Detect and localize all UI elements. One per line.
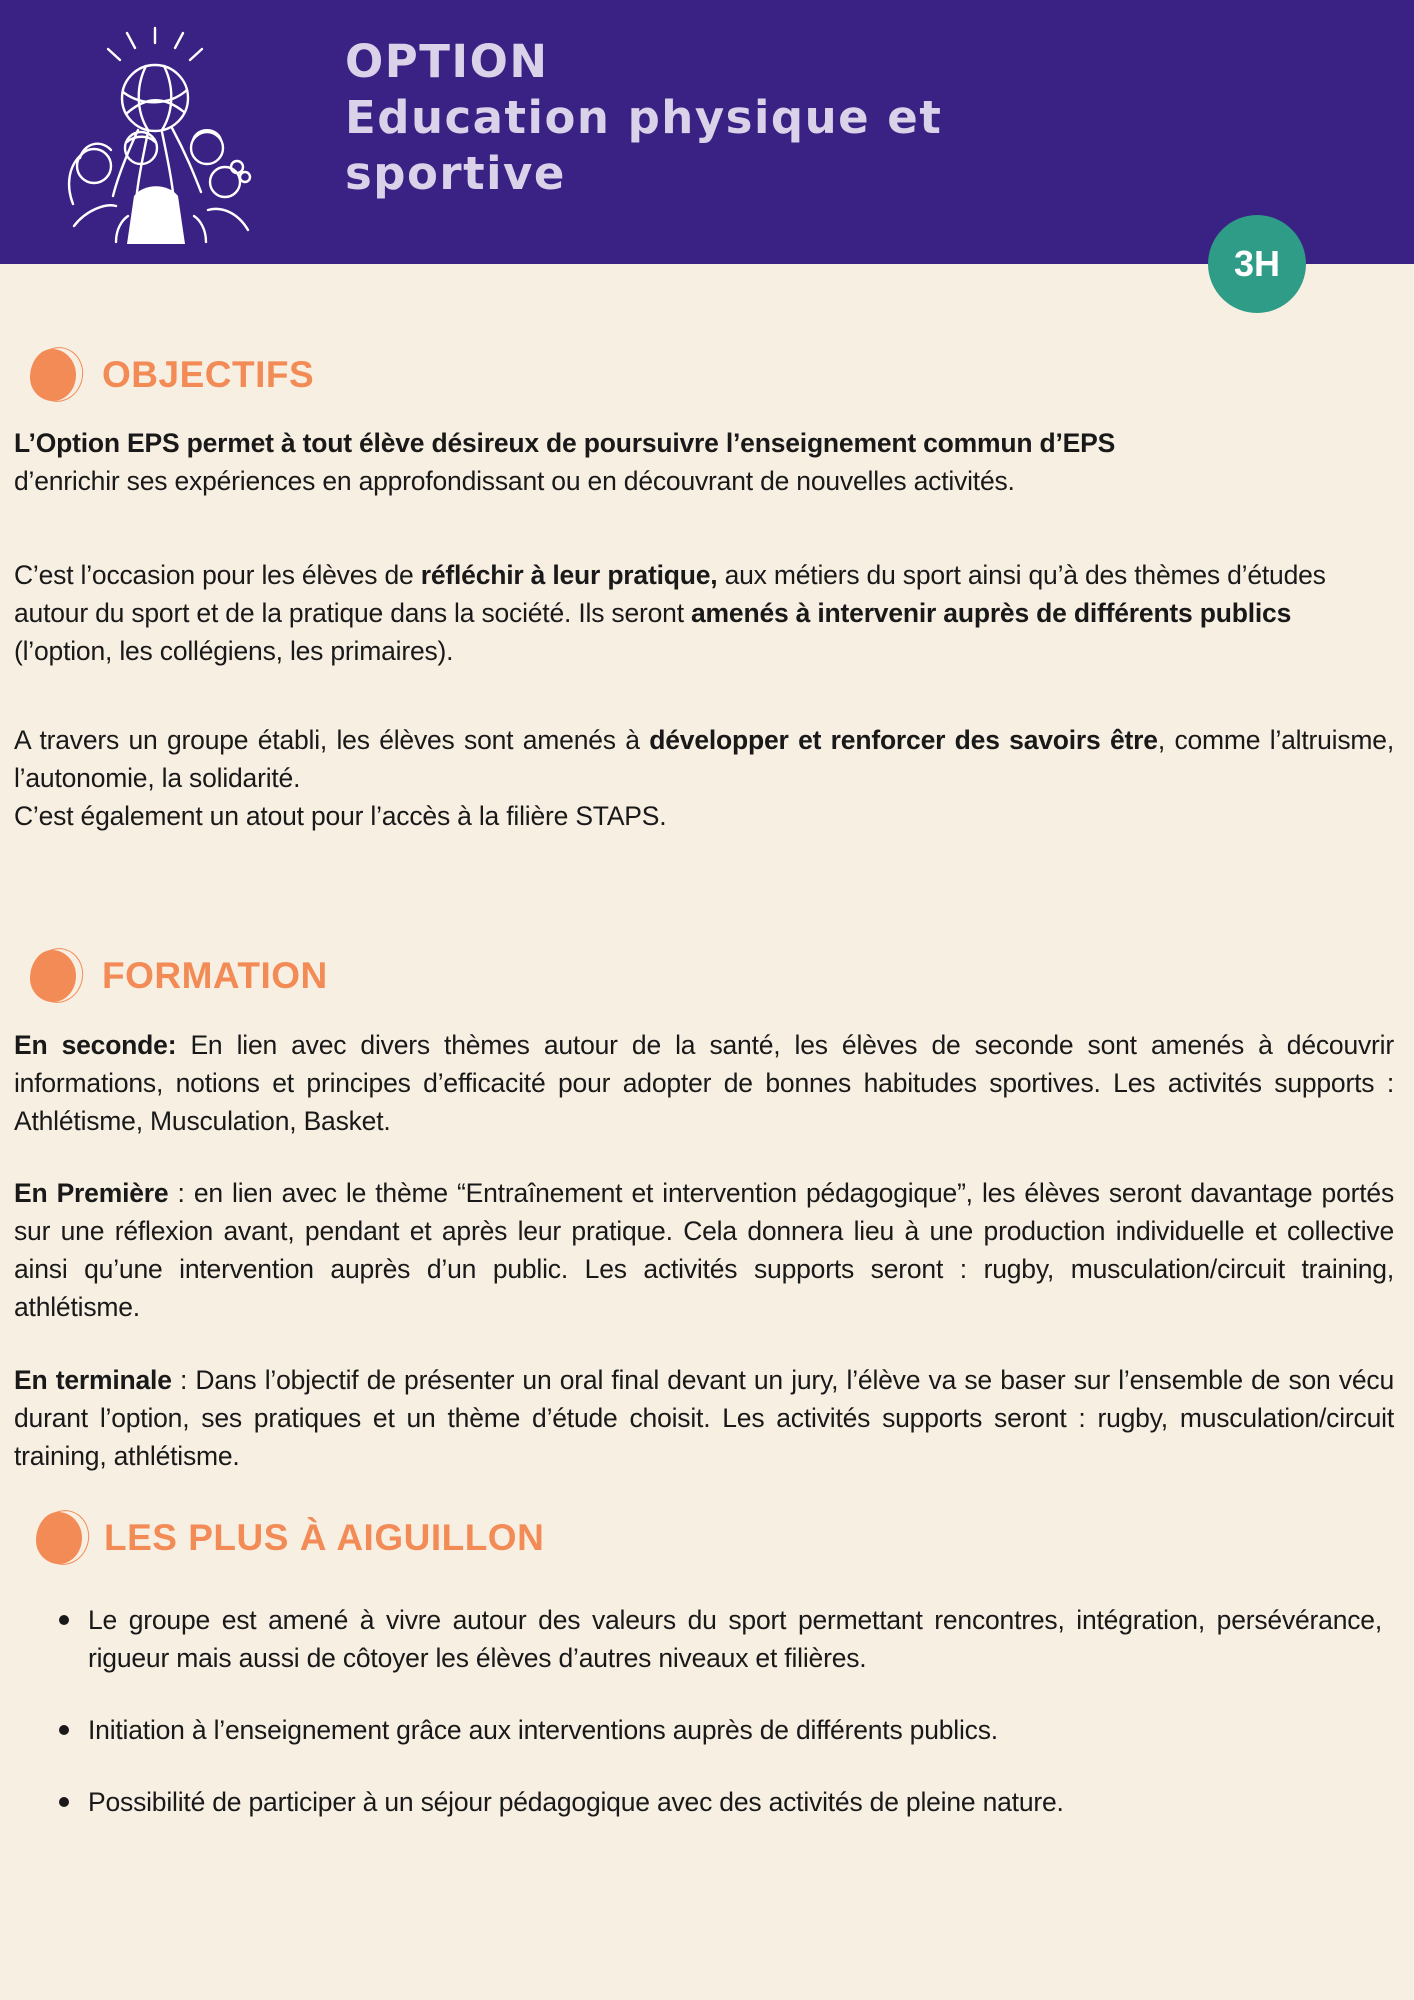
formation-p2-text: : en lien avec le thème “Entraînement et intervention pédagogique”, les élèves seront davantage portés sur une réflexion avant, pendant et après leur pratique. Cela donnera lieu à une production individuelle et collective ainsi qu’une intervention auprès d’un public. Les activités supports seront : rugby, musculation/circuit training, athlétisme. <box>14 1178 1395 1322</box>
bullet-text: Possibilité de participer à un séjour pédagogique avec des activités de pleine nature. <box>88 1787 1064 1817</box>
header-banner <box>0 0 1414 264</box>
objectifs-p1-bold: L’Option EPS permet à tout élève désireux de poursuivre l’enseignement commun d’EPS <box>14 428 1116 458</box>
objectifs-paragraph-2 <box>14 556 1394 670</box>
formation-p3-label: En terminale <box>14 1365 172 1395</box>
formation-p1-text: En lien avec divers thèmes autour de la santé, les élèves de seconde sont amenés à découvrir informations, notions et principes d’efficacité pour adopter de bonnes habitudes sportives. Les activités supports : Athlétisme, Musculation, Basket. <box>14 1030 1394 1136</box>
bullet-dot-icon <box>59 1797 69 1807</box>
plus-heading-label: LES PLUS À AIGUILLON <box>104 1517 545 1558</box>
bullet-dot-icon <box>59 1725 69 1735</box>
objectifs-p2-text-2: aux métiers du sport ainsi qu’à des thèmes d’études autour du sport et de la pratique dans la société. Ils seront <box>14 560 1326 628</box>
objectifs-p2-text-3: (l’option, les collégiens, les primaires). <box>14 636 454 666</box>
orange-blob-icon <box>36 1512 82 1564</box>
list-item <box>57 1783 1382 1821</box>
title-line-3: sportive <box>345 147 566 200</box>
objectifs-heading-label: OBJECTIFS <box>102 354 315 395</box>
objectifs-p2-bold-1: réfléchir à leur pratique, <box>420 560 718 590</box>
objectifs-p3-line2: C’est également un atout pour l’accès à la filière STAPS. <box>14 801 667 831</box>
orange-blob-icon <box>30 349 76 401</box>
formation-p2-label: En Première <box>14 1178 169 1208</box>
objectifs-paragraph-3 <box>14 721 1394 835</box>
formation-p3-text: : Dans l’objectif de présenter un oral final devant un jury, l’élève va se baser sur l’ensemble de son vécu durant l’option, ses pratiques et un thème d’étude choisit. Les activités supports seront : rugby, musculation/circuit training, athlétisme. <box>14 1365 1394 1471</box>
bullet-text: Le groupe est amené à vivre autour des valeurs du sport permettant rencontres, intégration, persévérance, rigueur mais aussi de côtoyer les élèves d’autres niveaux et filières. <box>88 1605 1382 1673</box>
formation-p1-label: En seconde: <box>14 1030 177 1060</box>
hours-badge-label: 3H <box>1233 243 1281 284</box>
team-highfive-illustration <box>56 20 266 248</box>
objectifs-p3-text: A travers un groupe établi, les élèves sont amenés à <box>14 725 650 755</box>
section-plus-heading <box>36 1512 544 1564</box>
formation-paragraph-premiere <box>14 1174 1394 1326</box>
title-line-1: OPTION <box>345 35 549 88</box>
objectifs-p2-text: C’est l’occasion pour les élèves de <box>14 560 421 590</box>
objectifs-p3-text-2: , comme l’altruisme, l’autonomie, la solidarité. <box>14 725 1394 793</box>
formation-heading-label: FORMATION <box>102 955 328 996</box>
plus-bullet-list <box>57 1601 1382 1855</box>
list-item <box>57 1601 1382 1677</box>
hours-badge <box>1208 215 1306 313</box>
objectifs-paragraph-1 <box>14 424 1394 500</box>
formation-paragraph-seconde <box>14 1026 1394 1140</box>
formation-paragraph-terminale <box>14 1361 1394 1475</box>
list-item <box>57 1711 1382 1749</box>
objectifs-p1-rest: d’enrichir ses expériences en approfondissant ou en découvrant de nouvelles activités. <box>14 466 1015 496</box>
section-formation-heading <box>30 950 328 1002</box>
objectifs-p2-bold-2: amenés à intervenir auprès de différents publics <box>691 598 1292 628</box>
title-line-2: Education physique et <box>345 91 943 144</box>
objectifs-p3-bold: développer et renforcer des savoirs être <box>649 725 1158 755</box>
orange-blob-icon <box>30 950 76 1002</box>
page-title <box>345 34 942 202</box>
section-objectifs-heading <box>30 349 314 401</box>
bullet-dot-icon <box>59 1615 69 1625</box>
bullet-text: Initiation à l’enseignement grâce aux interventions auprès de différents publics. <box>88 1715 998 1745</box>
